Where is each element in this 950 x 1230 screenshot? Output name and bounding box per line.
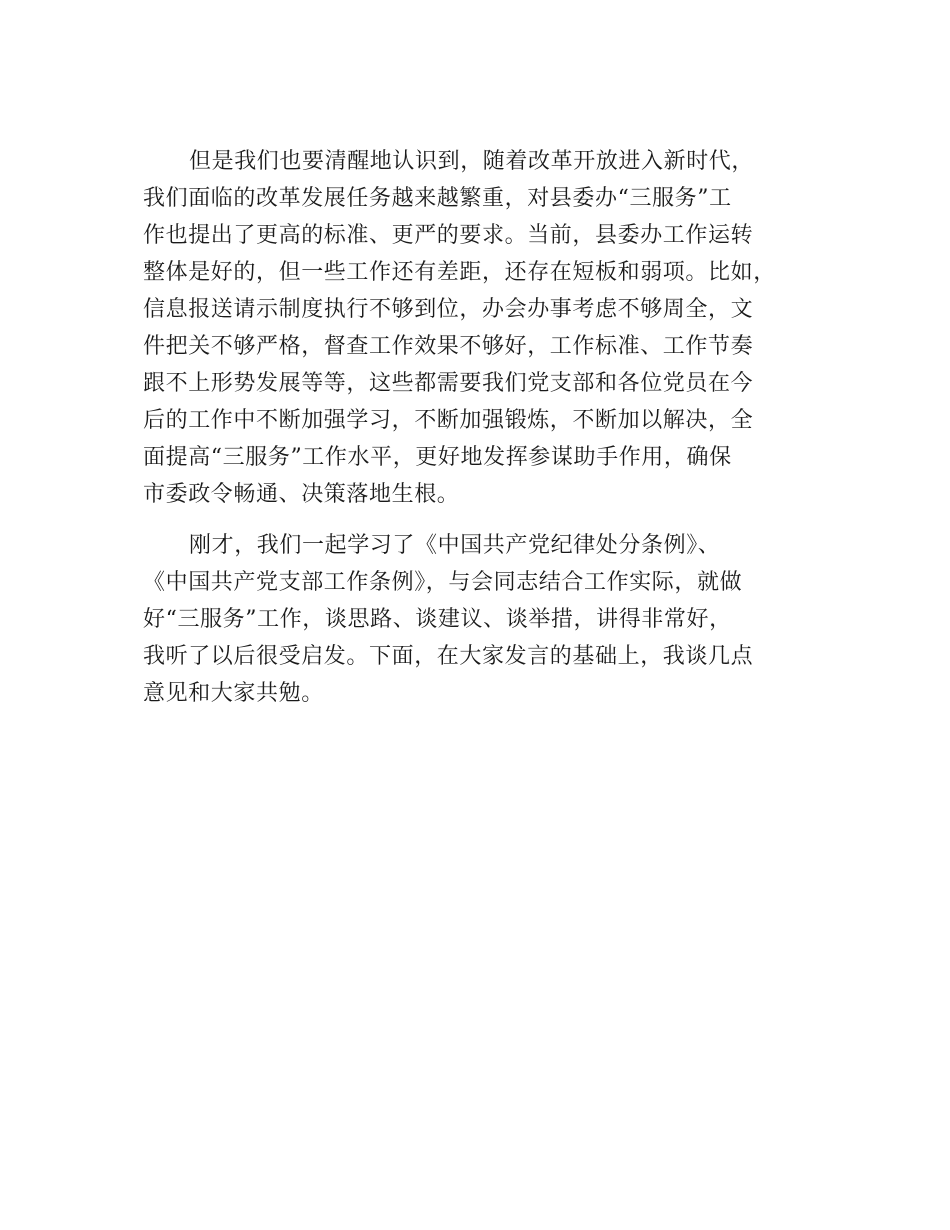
paragraph-line: 后的工作中不断加强学习，不断加强锻炼，不断加以解决，全 (143, 408, 754, 433)
document-body (143, 143, 823, 726)
paragraph-line: 我听了以后很受启发。下面，在大家发言的基础上，我谈几点 (143, 644, 754, 669)
paragraph-line: 跟不上形势发展等等，这些都需要我们党支部和各位党员在今 (143, 371, 754, 396)
paragraph-line: 意见和大家共勉。 (143, 681, 324, 706)
paragraph-line: 作也提出了更高的标准、更严的要求。当前，县委办工作运转 (143, 223, 754, 248)
paragraph-line: 但是我们也要清醒地认识到，随着改革开放进入新时代， (189, 149, 755, 174)
paragraph-2 (143, 527, 823, 712)
paragraph-line: 好“三服务”工作，谈思路、谈建议、谈举措，讲得非常好， (143, 607, 732, 632)
paragraph-line: 整体是好的，但一些工作还有差距，还存在短板和弱项。比如， (143, 260, 776, 285)
paragraph-line: 市委政令畅通、决策落地生根。 (143, 482, 460, 507)
paragraph-line: 刚才，我们一起学习了《中国共产党纪律处分条例》、 (189, 533, 721, 558)
paragraph-1 (143, 143, 823, 513)
paragraph-line: 面提高“三服务”工作水平，更好地发挥参谋助手作用，确保 (143, 445, 732, 470)
paragraph-line: 件把关不够严格，督查工作效果不够好，工作标准、工作节奏 (143, 334, 754, 359)
paragraph-line: 《中国共产党支部工作条例》，与会同志结合工作实际，就做 (143, 570, 743, 595)
paragraph-line: 信息报送请示制度执行不够到位，办会办事考虑不够周全，文 (143, 297, 754, 322)
paragraph-line: 我们面临的改革发展任务越来越繁重，对县委办“三服务”工 (143, 186, 732, 211)
